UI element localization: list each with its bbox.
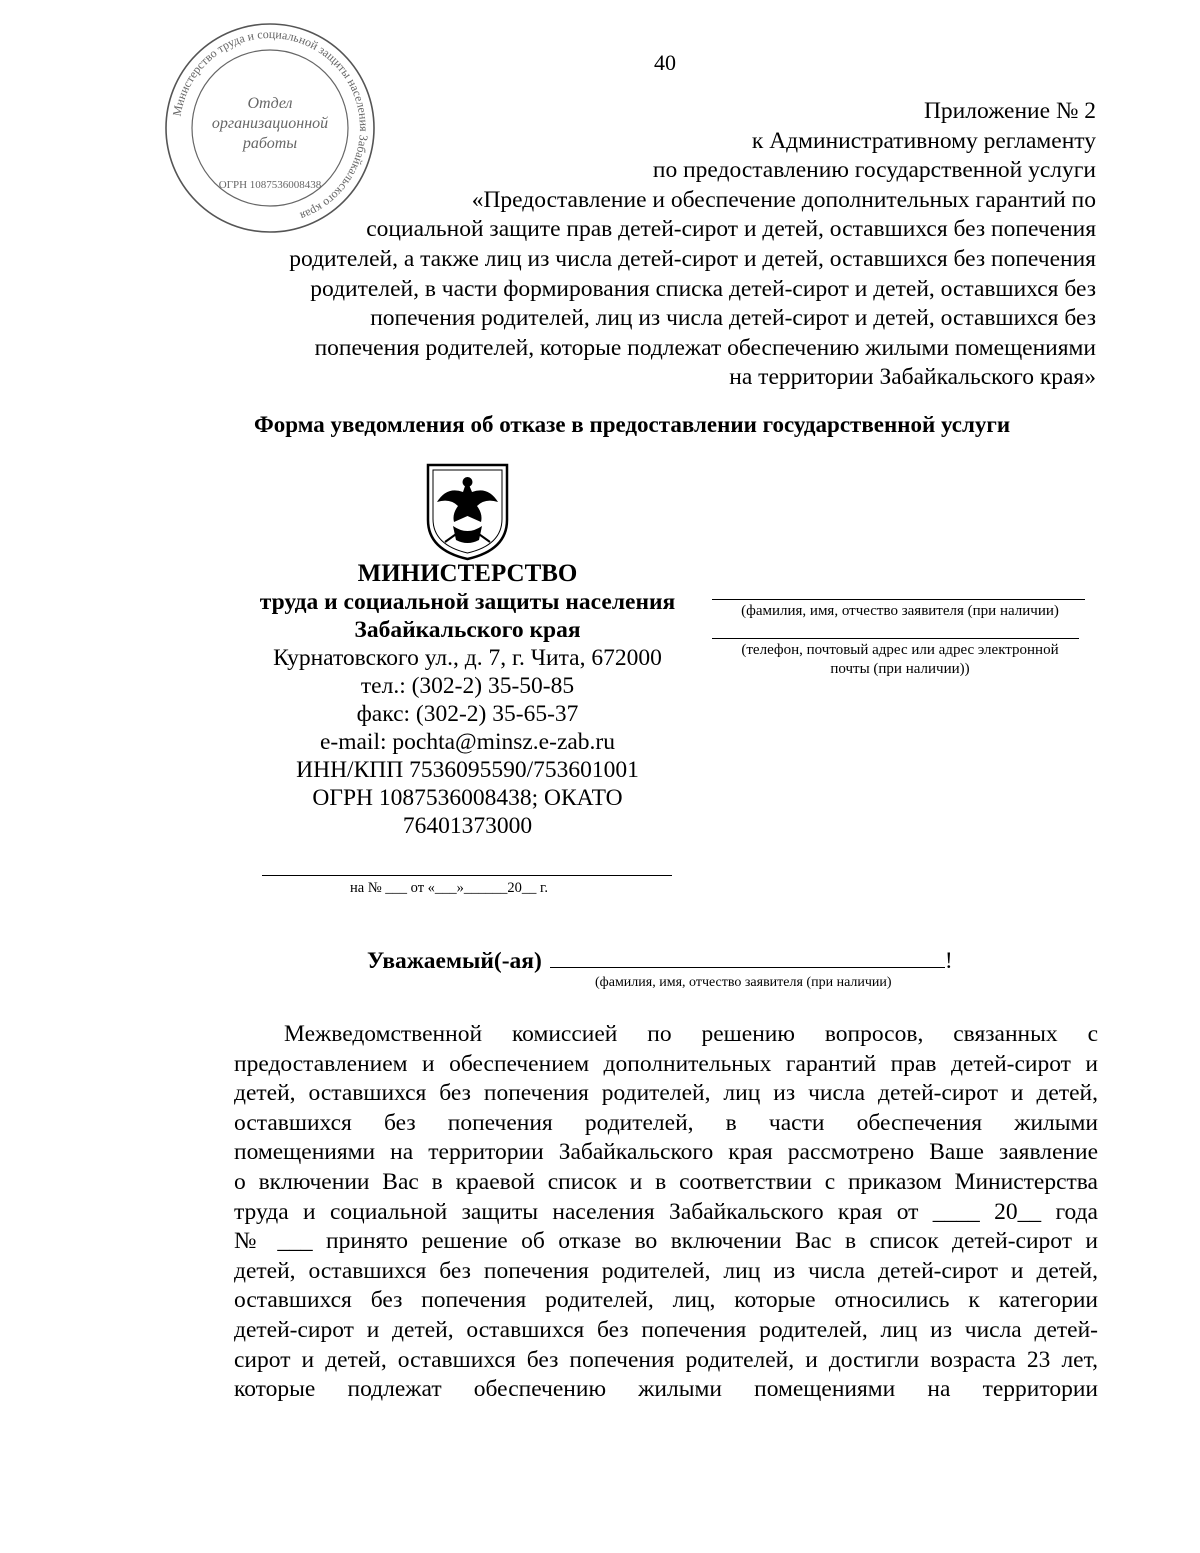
body-line: сирот и детей, оставшихся без попечения родителей, и достигли возраста 23 лет,	[234, 1346, 1098, 1373]
appendix-line: Приложение № 2	[923, 98, 1096, 124]
ministry-block	[240, 560, 695, 840]
body-line: оставшихся без попечения родителей, в части обеспечения жилыми	[234, 1109, 1098, 1136]
recipient-contact-line	[712, 638, 1079, 639]
body-paragraph	[234, 1020, 1098, 1405]
ministry-line-2: труда и социальной защиты населения	[259, 589, 676, 615]
appendix-line: «Предоставление и обеспечение дополнительных гарантий по	[471, 186, 1096, 213]
appendix-header	[216, 97, 1096, 393]
appendix-line: попечения родителей, которые подлежат обеспечению жилыми помещениями	[314, 334, 1096, 361]
reference-line	[262, 875, 672, 876]
stamp-line-3: работы	[242, 135, 298, 152]
page-number: 40	[654, 50, 676, 75]
body-line: № ___ принято решение об отказе во включении Вас в список детей-сирот и	[234, 1228, 1098, 1255]
appendix-line: попечения родителей, лиц из числа детей-сирот и детей, оставшихся без	[370, 305, 1096, 332]
body-line: о включении Вас в краевой список и в соответствии с приказом Министерства	[234, 1168, 1098, 1195]
greeting	[367, 945, 953, 975]
ministry-inn: ИНН/КПП 7536095590/753601001	[296, 757, 639, 783]
greeting-hint: (фамилия, имя, отчество заявителя (при наличии)	[595, 975, 892, 990]
appendix-line: родителей, в части формирования списка детей-сирот и детей, оставшихся без	[310, 275, 1096, 302]
stamp-outer-text: Министерство труда и социальной защиты населения Забайкальского края	[169, 26, 372, 224]
body-line: детей-сирот и детей, оставшихся без попечения родителей, лиц из числа детей-	[234, 1316, 1098, 1343]
stamp-ogrn: ОГРН 1087536008438	[218, 179, 322, 191]
appendix-line: социальной защите прав детей-сирот и детей, оставшихся без попечения	[366, 216, 1096, 243]
ministry-line-3: Забайкальского края	[354, 617, 581, 643]
form-title: Форма уведомления об отказе в предоставлении государственной услуги	[254, 412, 1011, 437]
recipient-name-line	[712, 599, 1085, 600]
ministry-name: МИНИСТЕРСТВО	[357, 560, 578, 587]
appendix-line: к Административному регламенту	[751, 127, 1096, 154]
greeting-exclamation: !	[944, 948, 953, 974]
reference-text: на № ___ от «___»______20__ г.	[350, 880, 548, 896]
ministry-okato: 76401373000	[402, 813, 533, 839]
appendix-line: родителей, а также лиц из числа детей-сирот и детей, оставшихся без попечения	[289, 245, 1096, 272]
body-line: детей, оставшихся без попечения родителей, лиц из числа детей-сирот и детей,	[234, 1080, 1098, 1107]
appendix-line: на территории Забайкальского края»	[729, 364, 1096, 391]
stamp-line-2: организационной	[211, 115, 329, 132]
recipient-contact-hint-2: почты (при наличии))	[830, 661, 970, 677]
body-line: труда и социальной защиты населения Забайкальского края от ____ 20__ года	[234, 1198, 1098, 1225]
ministry-fax: факс: (302-2) 35-65-37	[356, 701, 579, 727]
body-line: Межведомственной комиссией по решению вопросов, связанных с	[284, 1021, 1098, 1047]
stamp-line-1: Отдел	[247, 95, 293, 112]
body-line: помещениями на территории Забайкальского края рассмотрено Ваше заявление	[234, 1139, 1098, 1166]
greeting-name-blank	[550, 945, 945, 968]
body-line: которые подлежат обеспечению жилыми помещениями на территории	[234, 1376, 1098, 1403]
recipient-name-hint: (фамилия, имя, отчество заявителя (при наличии)	[741, 603, 1059, 619]
ministry-ogrn: ОГРН 1087536008438; ОКАТО	[312, 785, 623, 811]
appendix-line: по предоставлению государственной услуги	[652, 157, 1096, 184]
body-line: оставшихся без попечения родителей, лиц, которые относились к категории	[234, 1287, 1098, 1314]
ministry-address: Курнатовского ул., д. 7, г. Чита, 672000	[273, 645, 662, 671]
body-line: предоставлением и обеспечением дополнительных гарантий прав детей-сирот и	[234, 1050, 1098, 1077]
ministry-phone: тел.: (302-2) 35-50-85	[360, 673, 575, 699]
greeting-text: Уважаемый(-ая)	[367, 948, 542, 974]
ministry-email: e-mail: pochta@minsz.e-zab.ru	[319, 729, 616, 755]
recipient-contact-hint-1: (телефон, почтовый адрес или адрес электронной	[741, 642, 1059, 658]
coat-of-arms-icon	[425, 462, 510, 562]
body-line: детей, оставшихся без попечения родителей, лиц из числа детей-сирот и детей,	[234, 1257, 1098, 1284]
